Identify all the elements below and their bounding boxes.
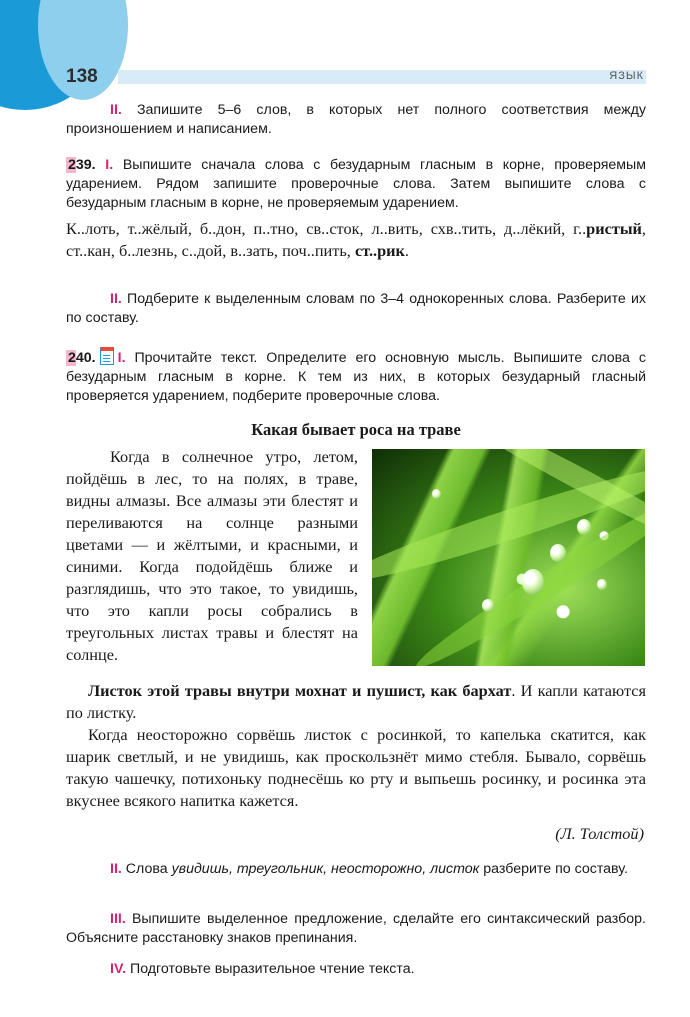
story-continuation <box>66 680 646 812</box>
section-name: ЯЗЫК <box>609 70 644 82</box>
roman-numeral: II. <box>110 861 122 877</box>
roman-numeral: II. <box>110 291 122 307</box>
task-text: разберите по составу. <box>479 861 628 877</box>
task-text: Слова <box>125 861 172 877</box>
story-paragraph-3: Когда неосторожно сорвёшь листок с росинкой, то капелька скатится, как шарик светлый, и не увидишь, как проскользнёт мимо стебля. Бывало, сорвёшь такую чашечку, потихоньку поднесёшь ко рту и выпьешь росинку, и росинка эта вкуснее всякого напитка кажется. <box>66 725 646 810</box>
task-iii <box>66 910 646 948</box>
task-text: Подготовьте выразительное чтение текста. <box>130 961 415 977</box>
highlighted-word: ст..рик <box>354 241 405 260</box>
exercise-240 <box>66 347 646 406</box>
page-number: 138 <box>66 66 98 87</box>
story-title: Какая бывает роса на траве <box>251 420 461 439</box>
book-icon <box>100 347 114 365</box>
story-paragraph-1: Когда в солнечное утро, летом, пойдёшь в лес, то на полях, в траве, видны алмазы. Все алмазы эти блестят и переливаются на солнце разными цветами — и жёлтыми, и красными, и синими. Когда подойдёшь ближе и разглядишь, что это такое, то увидишь, что это капли росы собрались в треугольных листах травы и блестят на солнце. <box>66 447 358 664</box>
task-words: увидишь, треугольник, неосторожно, листок <box>171 861 480 877</box>
author-attribution: (Л. Толстой) <box>555 824 644 843</box>
word-list: . <box>404 241 409 260</box>
task-ii-top <box>66 101 646 139</box>
task-text: Выпишите выделенное предложение, сделайте его синтаксический разбор. Объясните расстановку знаков препинания. <box>66 911 646 946</box>
roman-numeral: II. <box>110 102 122 118</box>
word-list: К..лоть, т..жёлый, б..дон, п..тно, св..сток, л..вить, схв..тить, д..лёкий, г.. <box>66 219 587 238</box>
roman-numeral: III. <box>110 911 126 927</box>
story-paragraph-2 <box>66 680 646 724</box>
exercise-239-words <box>66 218 646 262</box>
exercise-number: 240. <box>68 350 96 366</box>
task-iv <box>66 960 646 979</box>
roman-numeral: I. <box>105 157 114 173</box>
exercise-text: Выпишите сначала слова с безударным гласным в корне, проверяемым ударением. Рядом запишите проверочные слова. Затем выпишите слова с безударным гласным в корне, не проверяемым ударением. <box>66 157 646 211</box>
roman-numeral: I. <box>117 350 126 366</box>
header-band <box>118 70 646 84</box>
exercise-number: 239. <box>68 157 96 173</box>
grass-dew-photo <box>372 449 645 666</box>
task-text: Подберите к выделенным словам по 3–4 однокоренных слова. Разберите их по составу. <box>66 291 647 326</box>
highlighted-word: ристый <box>586 219 642 238</box>
highlighted-sentence: Листок этой травы внутри мохнат и пушист, как бархат <box>88 681 512 700</box>
task-text: Запишите 5–6 слов, в которых нет полного соответствия между произношением и написанием. <box>66 102 646 137</box>
exercise-239-task-ii <box>66 290 646 328</box>
word-list: , ст..кан, б..лезнь, с..дой, в..зать, поч..пить, <box>66 219 646 260</box>
sentence-tail: . И капли катаются по листку. <box>66 681 646 722</box>
exercise-239 <box>66 156 646 213</box>
task-ii-bottom <box>66 860 646 879</box>
roman-numeral: IV. <box>110 961 127 977</box>
exercise-text: Прочитайте текст. Определите его основную мысль. Выпишите слова с безударным гласным в корне. К тем из них, в которых безударный гласный проверяется ударением, подберите проверочные слова. <box>66 350 646 404</box>
